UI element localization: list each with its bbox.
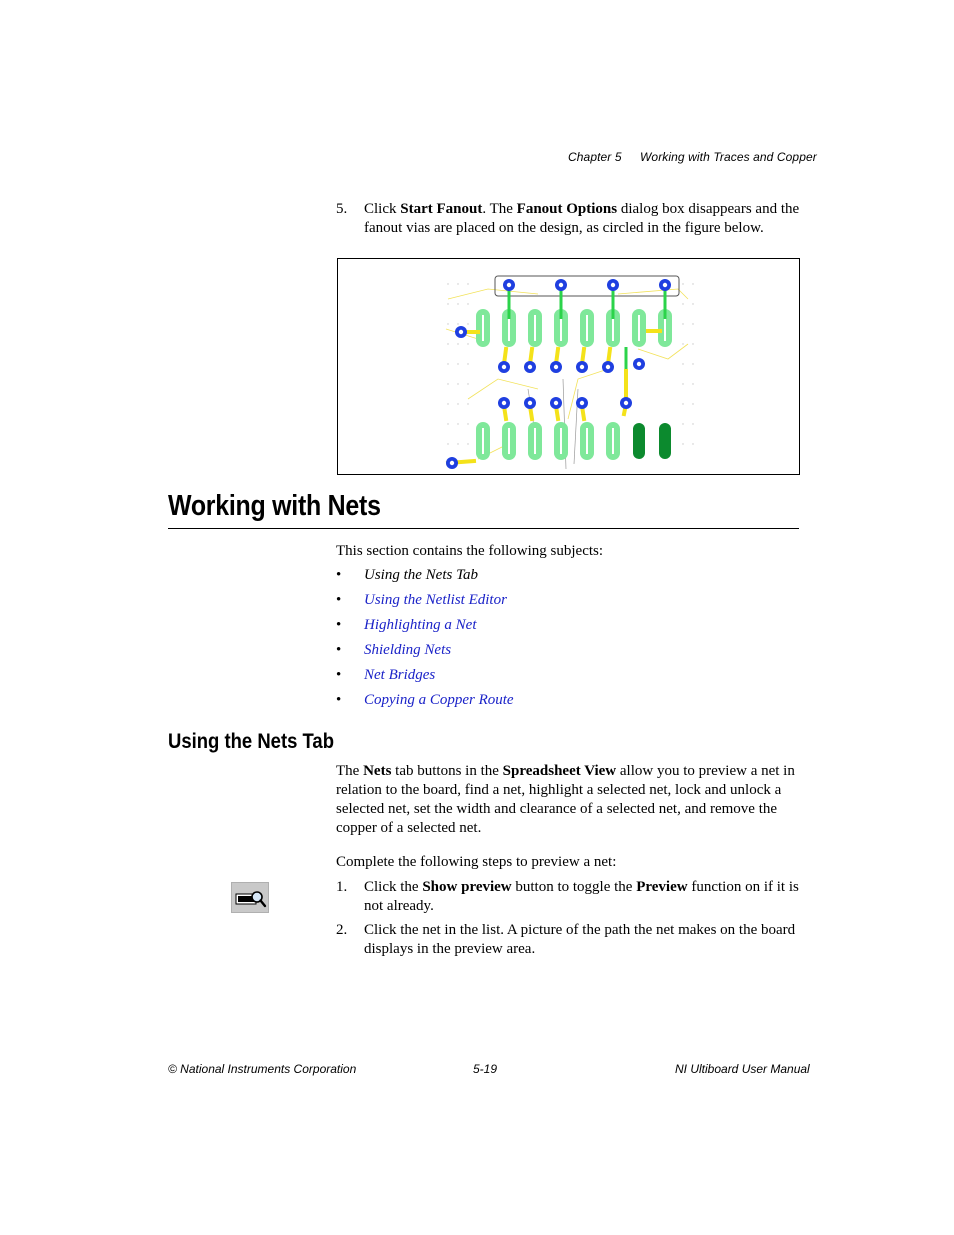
paragraph-text: The [336, 763, 364, 779]
step-number: 1. [336, 879, 348, 895]
pads-bottom-row [476, 422, 620, 460]
footer-manual-title: NI Ultiboard User Manual [675, 1062, 810, 1076]
pcb-fanout-diagram [338, 259, 799, 474]
start-fanout-label: Start Fanout [400, 201, 483, 217]
bullet: • [336, 642, 342, 658]
step-text: Click the [364, 879, 423, 895]
section-title: Working with Nets [168, 490, 381, 522]
bullet: • [336, 692, 342, 708]
paragraph-text: allow you to preview a net in relation to the board, find a net, highlight a selected net, lock and unlock a selected net, set the width and clearance of a selected net, and remove the copper of a selected net. [336, 763, 795, 836]
footer-copyright: © National Instruments Corporation [168, 1062, 357, 1076]
paragraph-text: tab buttons in the [391, 763, 503, 779]
subject-link[interactable]: Net Bridges [364, 667, 436, 683]
step-text: dialog box disappears and the fanout vias are placed on the design, as circled in the figure below. [364, 201, 800, 236]
nets-label: Nets [363, 763, 392, 779]
step-number: 2. [336, 922, 348, 938]
step-text: . The [482, 201, 517, 217]
subsection-paragraph [336, 762, 798, 838]
fanout-options-label: Fanout Options [516, 201, 618, 217]
step-1 [336, 878, 806, 918]
preview-label: Preview [636, 879, 688, 895]
pads-bottom-dark [633, 423, 671, 459]
pads-top-row [476, 309, 672, 347]
steps-intro: Complete the following steps to preview a net: [336, 854, 617, 870]
fanout-figure [337, 258, 800, 475]
step-text: function on if it is not already. [364, 879, 799, 914]
subsection-title: Using the Nets Tab [168, 730, 335, 753]
subject-link[interactable]: Using the Netlist Editor [364, 592, 507, 608]
header-chapter: Chapter 5 [568, 150, 622, 164]
header-title: Working with Traces and Copper [640, 150, 817, 164]
subject-link[interactable]: Shielding Nets [364, 642, 452, 658]
step-2 [336, 921, 806, 961]
spreadsheet-view-label: Spreadsheet View [502, 763, 617, 779]
grid-dots [447, 283, 693, 444]
subject-link[interactable]: Copying a Copper Route [364, 692, 514, 708]
bullet: • [336, 617, 342, 633]
step-number: 5. [336, 201, 348, 217]
bullet: • [336, 567, 342, 583]
step-text: Click the net in the list. A picture of the path the net makes on the board displays in the preview area. [364, 922, 796, 957]
section-intro: This section contains the following subjects: [336, 543, 604, 559]
step-text: Click [364, 201, 401, 217]
step-text: button to toggle the [511, 879, 637, 895]
show-preview-label: Show preview [422, 879, 512, 895]
section-rule [168, 528, 799, 529]
show-preview-icon[interactable] [231, 882, 269, 913]
connector-outline [495, 276, 679, 296]
bullet: • [336, 667, 342, 683]
footer-page-number: 5-19 [473, 1062, 498, 1076]
subject-link[interactable]: Highlighting a Net [364, 617, 477, 633]
bullet: • [336, 592, 342, 608]
subject-label: Using the Nets Tab [364, 567, 479, 583]
show-preview-glyph [232, 883, 270, 914]
